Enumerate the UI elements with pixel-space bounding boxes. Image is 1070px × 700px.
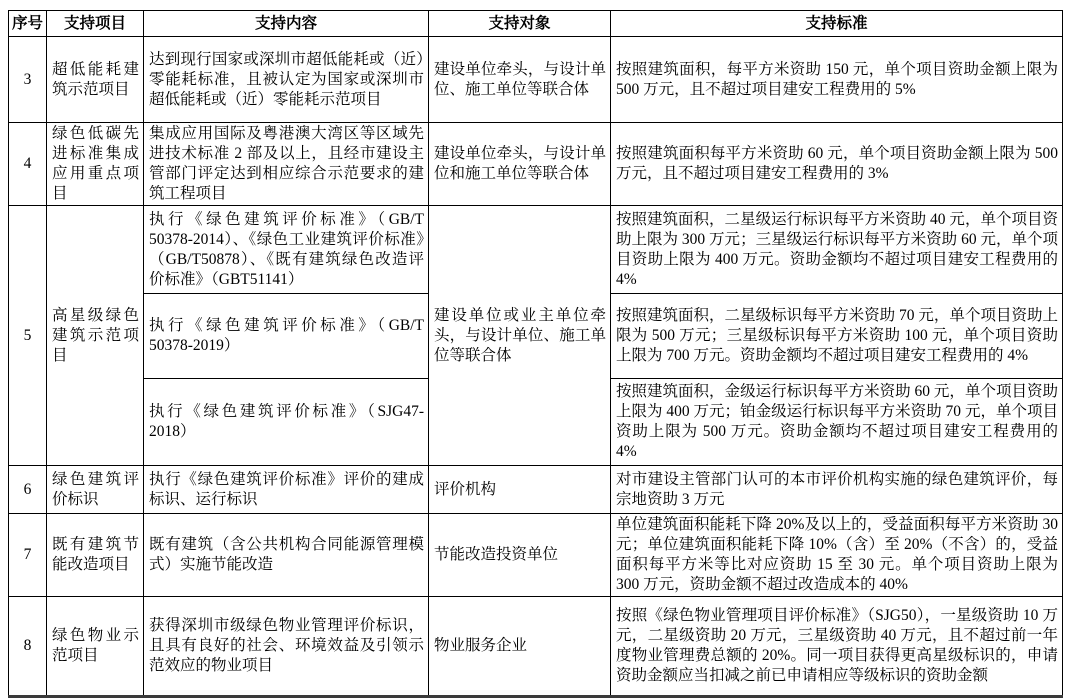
cell-standard: 按照建筑面积，金级运行标识每平方米资助 60 元，单个项目资助上限为 400 万元；铂金级运行标识每平方米资助 70 元，单个项目资助上限为 500 万元。资助金额均不超过项目建安工程费用的 4% bbox=[611, 379, 1063, 466]
cell-project: 高星级绿色建筑示范项目 bbox=[47, 206, 144, 466]
cell-standard: 对市建设主管部门认可的本市评价机构实施的绿色建筑评价，每宗地资助 3 万元 bbox=[611, 466, 1063, 514]
cell-project: 既有建筑节能改造项目 bbox=[47, 514, 144, 597]
cell-standard: 按照建筑面积，每平方米资助 150 元，单个项目资助金额上限为 500 万元，且不超过项目建安工程费用的 5% bbox=[611, 37, 1063, 123]
cell-content: 达到现行国家或深圳市超低能耗或（近）零能耗标准，且被认定为国家或深圳市超低能耗或（近）零能耗示范项目 bbox=[144, 37, 429, 123]
cell-project: 超低能耗建筑示范项目 bbox=[47, 37, 144, 123]
col-header-content: 支持内容 bbox=[144, 11, 429, 37]
cell-seq: 7 bbox=[9, 514, 47, 597]
cell-content: 既有建筑（含公共机构合同能源管理模式）实施节能改造 bbox=[144, 514, 429, 597]
col-header-seq: 序号 bbox=[9, 11, 47, 37]
cell-content: 执行《绿色建筑评价标准》（SJG47-2018） bbox=[144, 379, 429, 466]
col-header-target: 支持对象 bbox=[429, 11, 611, 37]
cell-content: 执行《绿色建筑评价标准》（GB/T 50378-2014）、《绿色工业建筑评价标准》（GB/T50878）、《既有建筑绿色改造评价标准》（GBT51141） bbox=[144, 206, 429, 294]
table-row bbox=[9, 123, 1063, 206]
header-row bbox=[9, 11, 1063, 37]
table-row bbox=[9, 514, 1063, 597]
cell-project: 绿色低碳先进标准集成应用重点项目 bbox=[47, 123, 144, 206]
cell-project: 绿色物业示范项目 bbox=[47, 597, 144, 697]
cell-standard: 按照建筑面积，二星级运行标识每平方米资助 40 元，单个项目资助上限为 300 万元；三星级运行标识每平方米资助 60 元，单个项目资助上限为 400 万元。资助金额均不超过项目建安工程费用的 4% bbox=[611, 206, 1063, 294]
cell-content: 集成应用国际及粤港澳大湾区等区域先进技术标准 2 部及以上，且经市建设主管部门评定达到相应综合示范要求的建筑工程项目 bbox=[144, 123, 429, 206]
cell-seq: 8 bbox=[9, 597, 47, 697]
cell-target: 建设单位牵头，与设计单位和施工单位等联合体 bbox=[429, 123, 611, 206]
col-header-standard: 支持标准 bbox=[611, 11, 1063, 37]
cell-standard: 按照建筑面积，二星级标识每平方米资助 70 元，单个项目资助上限为 500 万元；三星级标识每平方米资助 100 元，单个项目资助上限为 700 万元。资助金额均不超过项目建安工程费用的 4% bbox=[611, 294, 1063, 379]
table-row bbox=[9, 466, 1063, 514]
cell-standard: 按照建筑面积每平方米资助 60 元，单个项目资助金额上限为 500 万元，且不超过项目建安工程费用的 3% bbox=[611, 123, 1063, 206]
cell-project: 绿色建筑评价标识 bbox=[47, 466, 144, 514]
table-row bbox=[9, 206, 1063, 294]
cell-standard: 按照《绿色物业管理项目评价标准》（SJG50），一星级资助 10 万元，二星级资助 20 万元，三星级资助 40 万元，且不超过前一年度物业管理费总额的 20%。同一项目获得更高星级标识的，申请资助金额应当扣减之前已申请相应等级标识的资助金额 bbox=[611, 597, 1063, 697]
cell-seq: 4 bbox=[9, 123, 47, 206]
cell-content: 执行《绿色建筑评价标准》（GB/T 50378-2019） bbox=[144, 294, 429, 379]
cell-content: 获得深圳市级绿色物业管理评价标识，且具有良好的社会、环境效益及引领示范效应的物业项目 bbox=[144, 597, 429, 697]
cell-target: 物业服务企业 bbox=[429, 597, 611, 697]
cell-seq: 3 bbox=[9, 37, 47, 123]
cell-target: 评价机构 bbox=[429, 466, 611, 514]
cell-seq: 5 bbox=[9, 206, 47, 466]
cell-target: 建设单位牵头，与设计单位、施工单位等联合体 bbox=[429, 37, 611, 123]
cell-target: 建设单位或业主单位牵头，与设计单位、施工单位等联合体 bbox=[429, 206, 611, 466]
table-row bbox=[9, 37, 1063, 123]
cell-target: 节能改造投资单位 bbox=[429, 514, 611, 597]
cell-standard: 单位建筑面积能耗下降 20%及以上的，受益面积每平方米资助 30 元；单位建筑面积能耗下降 10%（含）至 20%（不含）的，受益面积每平方米等比对应资助 15 至 30 元。单个项目资助上限为 300 万元，资助金额不超过改造成本的 40% bbox=[611, 514, 1063, 597]
cell-seq: 6 bbox=[9, 466, 47, 514]
support-policy-table bbox=[8, 10, 1063, 698]
cell-content: 执行《绿色建筑评价标准》评价的建成标识、运行标识 bbox=[144, 466, 429, 514]
table-row bbox=[9, 597, 1063, 697]
col-header-project: 支持项目 bbox=[47, 11, 144, 37]
